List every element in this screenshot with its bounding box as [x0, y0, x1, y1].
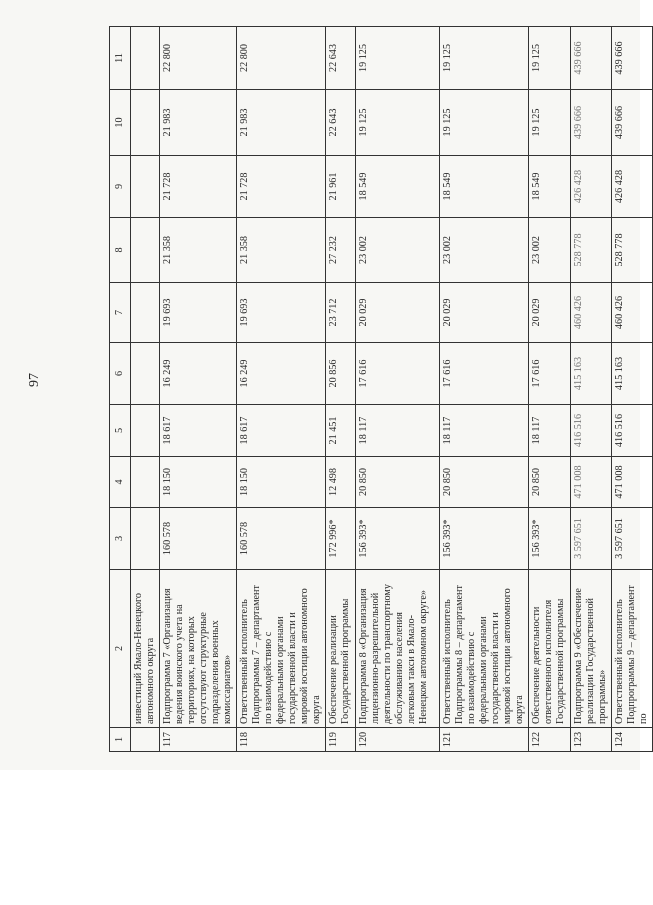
value-cell-col-7: 460 426	[612, 283, 653, 343]
value-cell-col-11: 19 125	[529, 27, 571, 90]
row-description: Ответственный исполнитель Подпрограммы 7 – департамент по взаимодействию с федеральными органами государственной власти и мировой юстиции автономного округа	[237, 570, 326, 728]
budget-table	[109, 26, 653, 752]
row-description: Ответственный исполнитель Подпрограммы 8 – департамент по взаимодействию с федеральными органами государственной власти и мировой юстиции автономного округа	[440, 570, 529, 728]
value-cell-col-3: 156 393*	[440, 508, 529, 570]
table-row	[529, 27, 571, 752]
value-cell-col-11: 439 666	[612, 27, 653, 90]
row-description: Ответственный исполнитель Подпрограммы 9 – департамент по	[612, 570, 653, 728]
value-cell-col-11	[131, 27, 160, 90]
value-cell-col-3: 3 597 651	[571, 508, 612, 570]
value-cell-col-6: 17 616	[356, 343, 440, 405]
value-cell-col-4: 471 008	[612, 457, 653, 508]
value-cell-col-6: 20 856	[326, 343, 356, 405]
value-cell-col-5: 18 617	[237, 405, 326, 457]
row-number: 122	[529, 728, 571, 752]
value-cell-col-5: 18 117	[529, 405, 571, 457]
value-cell-col-4: 20 850	[440, 457, 529, 508]
value-cell-col-4: 12 498	[326, 457, 356, 508]
value-cell-col-7: 20 029	[356, 283, 440, 343]
value-cell-col-4: 18 150	[237, 457, 326, 508]
value-cell-col-9: 426 428	[571, 156, 612, 218]
row-description: Подпрограмма 9 «Обеспечение реализации Государственной программы»	[571, 570, 612, 728]
row-number: 121	[440, 728, 529, 752]
row-number: 120	[356, 728, 440, 752]
column-header-8: 8	[110, 218, 131, 283]
row-number: 118	[237, 728, 326, 752]
value-cell-col-7: 23 712	[326, 283, 356, 343]
value-cell-col-8: 23 002	[440, 218, 529, 283]
value-cell-col-7: 460 426	[571, 283, 612, 343]
row-number: 123	[571, 728, 612, 752]
value-cell-col-10: 19 125	[440, 90, 529, 156]
value-cell-col-9: 21 728	[160, 156, 237, 218]
value-cell-col-10: 439 666	[612, 90, 653, 156]
value-cell-col-3: 160 578	[160, 508, 237, 570]
value-cell-col-8: 23 002	[529, 218, 571, 283]
value-cell-col-11: 22 643	[326, 27, 356, 90]
column-header-7: 7	[110, 283, 131, 343]
value-cell-col-7: 19 693	[237, 283, 326, 343]
value-cell-col-11: 19 125	[440, 27, 529, 90]
rotated-table-wrapper	[109, 27, 649, 752]
value-cell-col-11: 19 125	[356, 27, 440, 90]
table-header-row	[110, 27, 131, 752]
value-cell-col-4	[131, 457, 160, 508]
table-row	[326, 27, 356, 752]
value-cell-col-8: 23 002	[356, 218, 440, 283]
value-cell-col-4: 471 008	[571, 457, 612, 508]
value-cell-col-3: 172 996*	[326, 508, 356, 570]
value-cell-col-6: 16 249	[160, 343, 237, 405]
value-cell-col-3: 3 597 651	[612, 508, 653, 570]
value-cell-col-8: 528 778	[612, 218, 653, 283]
row-description: Подпрограмма 7 «Организация ведения воинского учета на территориях, на которых отсутствуют структурные подразделения военных комиссариатов»	[160, 570, 237, 728]
value-cell-col-9: 18 549	[356, 156, 440, 218]
value-cell-col-7	[131, 283, 160, 343]
value-cell-col-9: 18 549	[529, 156, 571, 218]
value-cell-col-5: 18 117	[440, 405, 529, 457]
value-cell-col-11: 22 800	[237, 27, 326, 90]
row-description: Обеспечение реализации Государственной программы	[326, 570, 356, 728]
column-header-5: 5	[110, 405, 131, 457]
value-cell-col-9: 426 428	[612, 156, 653, 218]
table-row	[237, 27, 326, 752]
table-row	[356, 27, 440, 752]
value-cell-col-6: 16 249	[237, 343, 326, 405]
table-row	[131, 27, 160, 752]
value-cell-col-5: 416 516	[612, 405, 653, 457]
value-cell-col-9: 21 961	[326, 156, 356, 218]
value-cell-col-6: 17 616	[440, 343, 529, 405]
value-cell-col-10: 21 983	[160, 90, 237, 156]
table-body	[131, 27, 653, 752]
value-cell-col-10: 19 125	[529, 90, 571, 156]
value-cell-col-8: 21 358	[237, 218, 326, 283]
value-cell-col-9: 18 549	[440, 156, 529, 218]
value-cell-col-6	[131, 343, 160, 405]
table-row	[160, 27, 237, 752]
value-cell-col-6: 17 616	[529, 343, 571, 405]
value-cell-col-4: 20 850	[529, 457, 571, 508]
row-description: Обеспечение деятельности ответственного исполнителя Государственной программы	[529, 570, 571, 728]
value-cell-col-3	[131, 508, 160, 570]
row-description: инвестиций Ямало-Ненецкого автономного округа	[131, 570, 160, 728]
value-cell-col-5: 416 516	[571, 405, 612, 457]
column-header-11: 11	[110, 27, 131, 90]
value-cell-col-8: 528 778	[571, 218, 612, 283]
value-cell-col-3: 160 578	[237, 508, 326, 570]
value-cell-col-8: 21 358	[160, 218, 237, 283]
row-number: 117	[160, 728, 237, 752]
value-cell-col-10: 439 666	[571, 90, 612, 156]
value-cell-col-6: 415 163	[612, 343, 653, 405]
value-cell-col-5	[131, 405, 160, 457]
table-row	[612, 27, 653, 752]
row-number	[131, 728, 160, 752]
value-cell-col-10: 21 983	[237, 90, 326, 156]
value-cell-col-3: 156 393*	[529, 508, 571, 570]
column-header-9: 9	[110, 156, 131, 218]
column-header-4: 4	[110, 457, 131, 508]
column-header-3: 3	[110, 508, 131, 570]
value-cell-col-4: 18 150	[160, 457, 237, 508]
value-cell-col-7: 19 693	[160, 283, 237, 343]
table-row	[440, 27, 529, 752]
value-cell-col-10: 19 125	[356, 90, 440, 156]
column-header-10: 10	[110, 90, 131, 156]
value-cell-col-8: 27 232	[326, 218, 356, 283]
value-cell-col-9: 21 728	[237, 156, 326, 218]
value-cell-col-11: 22 800	[160, 27, 237, 90]
value-cell-col-8	[131, 218, 160, 283]
value-cell-col-5: 18 117	[356, 405, 440, 457]
value-cell-col-6: 415 163	[571, 343, 612, 405]
column-header-2: 2	[110, 570, 131, 728]
value-cell-col-7: 20 029	[529, 283, 571, 343]
value-cell-col-7: 20 029	[440, 283, 529, 343]
value-cell-col-4: 20 850	[356, 457, 440, 508]
page-number: 97	[27, 373, 42, 387]
value-cell-col-10	[131, 90, 160, 156]
table-row	[571, 27, 612, 752]
value-cell-col-5: 18 617	[160, 405, 237, 457]
value-cell-col-5: 21 451	[326, 405, 356, 457]
row-number: 124	[612, 728, 653, 752]
value-cell-col-9	[131, 156, 160, 218]
value-cell-col-3: 156 393*	[356, 508, 440, 570]
row-description: Подпрограмма 8 «Организация лицензионно-разрешительной деятельности по транспортному обслуживанию населения легковым такси в Ямало-Ненецком автономном округе»	[356, 570, 440, 728]
value-cell-col-10: 22 643	[326, 90, 356, 156]
value-cell-col-11: 439 666	[571, 27, 612, 90]
column-header-6: 6	[110, 343, 131, 405]
column-header-1: 1	[110, 728, 131, 752]
row-number: 119	[326, 728, 356, 752]
